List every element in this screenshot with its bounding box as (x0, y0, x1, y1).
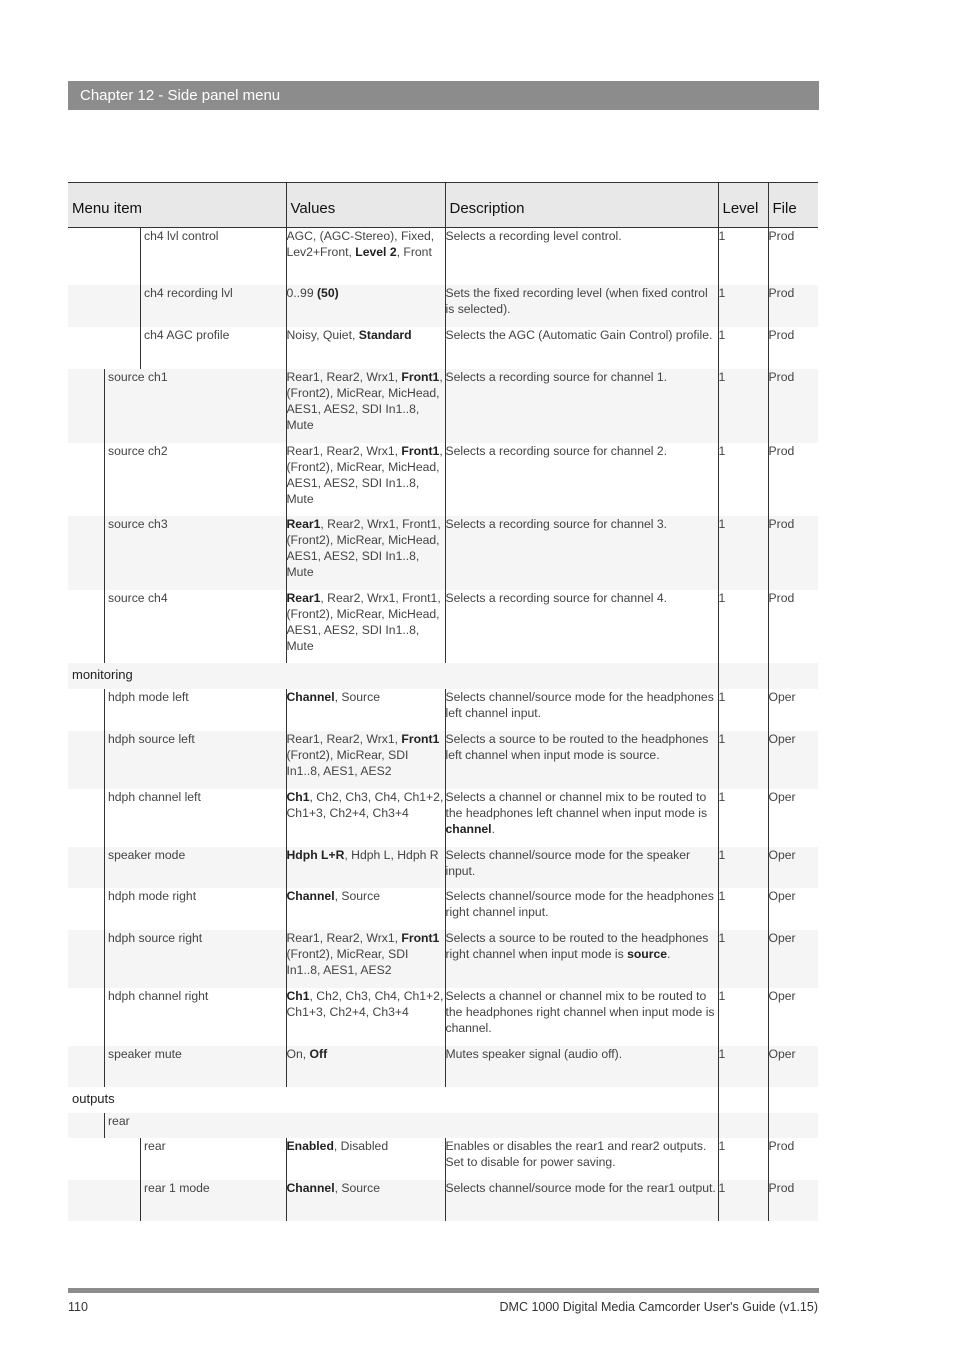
file-cell: Oper (768, 731, 818, 789)
column-header-file: File (768, 183, 818, 228)
table-row (68, 369, 818, 443)
level-cell: 1 (718, 228, 768, 285)
section-row (68, 663, 818, 689)
value-text: On, (286, 1046, 310, 1061)
values-cell (286, 888, 445, 930)
default-value: Front1 (401, 930, 440, 945)
table-body (68, 228, 818, 1221)
value-text: , Rear2, Wrx1, Front1, (Front2), MicRear, MicHead, AES1, AES2, SDI In1..8, Mute (286, 516, 441, 579)
value-text: Rear1, Rear2, Wrx1, (286, 443, 402, 458)
description-text: Selects a channel or channel mix to be routed to the headphones right channel when input mode is channel. (445, 988, 715, 1035)
description-text: Sets the fixed recording level (when fixed control is selected). (445, 285, 708, 316)
description-cell (445, 443, 718, 516)
description-cell (445, 731, 718, 789)
chapter-header (68, 81, 819, 110)
description-text: Selects channel/source mode for the rear1 output. (445, 1180, 716, 1195)
table-row (68, 1138, 818, 1180)
table-row (68, 516, 818, 590)
value-text: , (Front2), MicRear, MicHead, AES1, AES2, SDI In1..8, Mute (286, 443, 443, 506)
description-cell (445, 369, 718, 443)
level-cell: 1 (718, 988, 768, 1046)
values-cell (286, 327, 445, 369)
default-value: Ch1 (286, 988, 310, 1003)
description-text: source (627, 946, 668, 961)
description-text: Selects a source to be routed to the headphones left channel when input mode is source. (445, 731, 709, 762)
value-text: , Ch2, Ch3, Ch4, Ch1+2, Ch1+3, Ch2+4, Ch3+4 (286, 789, 444, 820)
value-text: , Ch2, Ch3, Ch4, Ch1+2, Ch1+3, Ch2+4, Ch3+4 (286, 988, 444, 1019)
subsection-label: rear (108, 1113, 130, 1128)
table-header-row (68, 183, 818, 228)
values-cell (286, 590, 445, 663)
default-value: Front1 (401, 443, 440, 458)
description-text: Selects a source to be routed to the headphones right channel when input mode is (445, 930, 709, 961)
menu-item-label: speaker mute (108, 1046, 182, 1061)
description-text: . (491, 821, 495, 836)
description-cell (445, 1180, 718, 1221)
file-cell: Oper (768, 988, 818, 1046)
chapter-title: Chapter 12 - Side panel menu (80, 87, 281, 104)
values-cell (286, 731, 445, 789)
page-number: 110 (68, 1300, 88, 1314)
level-cell: 1 (718, 888, 768, 930)
description-cell (445, 988, 718, 1046)
table-row (68, 988, 818, 1046)
value-text: AGC, (AGC-Stereo), Fixed, Lev2+Front, (286, 229, 435, 259)
description-cell (445, 888, 718, 930)
description-text: Selects a recording source for channel 1. (445, 369, 668, 384)
menu-item-label: source ch1 (108, 369, 168, 384)
description-cell (445, 228, 718, 285)
level-cell: 1 (718, 516, 768, 590)
values-cell (286, 789, 445, 847)
description-cell (445, 789, 718, 847)
default-value: Hdph L+R (286, 847, 345, 862)
level-cell: 1 (718, 930, 768, 988)
value-text: Rear1, Rear2, Wrx1, (286, 369, 402, 384)
menu-item-label: hdph source left (108, 731, 195, 746)
file-cell: Oper (768, 847, 818, 888)
description-text: Enables or disables the rear1 and rear2 outputs. Set to disable for power saving. (445, 1138, 707, 1169)
file-cell: Oper (768, 930, 818, 988)
values-cell (286, 1138, 445, 1180)
value-text: , Hdph L, Hdph R (344, 847, 439, 862)
file-cell: Prod (768, 590, 818, 663)
default-value: Off (309, 1046, 328, 1061)
description-cell (445, 590, 718, 663)
level-cell: 1 (718, 590, 768, 663)
file-cell: Prod (768, 443, 818, 516)
table-row (68, 888, 818, 930)
section-label: outputs (72, 1090, 115, 1106)
table-row (68, 1046, 818, 1087)
description-cell (445, 327, 718, 369)
default-value: Channel (286, 1180, 335, 1195)
values-cell (286, 1046, 445, 1087)
values-cell (286, 1180, 445, 1221)
file-cell: Prod (768, 1138, 818, 1180)
table-row (68, 1180, 818, 1221)
values-cell (286, 369, 445, 443)
footer-rule (68, 1288, 819, 1293)
section-label: monitoring (72, 666, 133, 682)
column-header-menu-item: Menu item (68, 183, 286, 228)
default-value: Standard (358, 327, 412, 342)
value-text: (Front2), MicRear, SDI In1..8, AES1, AES2 (286, 946, 409, 977)
level-cell: 1 (718, 789, 768, 847)
table-row (68, 689, 818, 731)
description-cell (445, 516, 718, 590)
value-text: Noisy, Quiet, (286, 327, 359, 342)
default-value: Rear1 (286, 590, 321, 605)
level-cell: 1 (718, 443, 768, 516)
default-value: Front1 (401, 731, 440, 746)
level-cell: 1 (718, 1046, 768, 1087)
menu-item-label: rear 1 mode (144, 1180, 210, 1195)
table-row (68, 590, 818, 663)
column-header-description: Description (445, 183, 718, 228)
menu-table (68, 182, 818, 1221)
value-text: , Disabled (333, 1138, 389, 1153)
table-row (68, 930, 818, 988)
file-cell: Prod (768, 369, 818, 443)
value-text: , Source (334, 1180, 380, 1195)
file-cell: Oper (768, 689, 818, 731)
file-cell: Prod (768, 228, 818, 285)
level-cell: 1 (718, 327, 768, 369)
value-text: , Source (334, 689, 380, 704)
values-cell (286, 930, 445, 988)
description-cell (445, 689, 718, 731)
description-cell (445, 1138, 718, 1180)
column-header-values: Values (286, 183, 445, 228)
default-value: Channel (286, 888, 335, 903)
description-cell (445, 1046, 718, 1087)
guide-title: DMC 1000 Digital Media Camcorder User's Guide (v1.15) (499, 1300, 818, 1314)
menu-item-label: hdph channel right (108, 988, 209, 1003)
level-cell: 1 (718, 369, 768, 443)
table-row (68, 327, 818, 369)
menu-item-label: source ch3 (108, 516, 168, 531)
subsection-row (68, 1113, 818, 1138)
file-cell: Prod (768, 285, 818, 327)
default-value: (50) (317, 285, 339, 300)
default-value: Enabled (286, 1138, 334, 1153)
value-text: , (Front2), MicRear, MicHead, AES1, AES2, SDI In1..8, Mute (286, 369, 443, 432)
level-cell: 1 (718, 1138, 768, 1180)
values-cell (286, 443, 445, 516)
values-cell (286, 847, 445, 888)
table-row (68, 443, 818, 516)
menu-item-label: rear (144, 1138, 166, 1153)
table-row (68, 285, 818, 327)
value-text: 0..99 (286, 285, 317, 300)
description-text: Selects a recording level control. (445, 229, 622, 243)
values-cell (286, 988, 445, 1046)
default-value: Channel (286, 689, 335, 704)
description-text: Mutes speaker signal (audio off). (445, 1046, 623, 1061)
values-cell (286, 228, 445, 285)
table-row (68, 228, 818, 285)
description-cell (445, 285, 718, 327)
description-text: Selects channel/source mode for the headphones left channel input. (445, 689, 714, 720)
file-cell: Oper (768, 888, 818, 930)
description-text: Selects the AGC (Automatic Gain Control) profile. (445, 327, 713, 342)
level-cell: 1 (718, 847, 768, 888)
level-cell: 1 (718, 285, 768, 327)
menu-item-label: hdph channel left (108, 789, 201, 804)
menu-item-label: ch4 lvl control (144, 229, 219, 243)
menu-item-label: speaker mode (108, 847, 186, 862)
description-text: Selects channel/source mode for the speaker input. (445, 847, 691, 878)
values-cell (286, 516, 445, 590)
description-text: Selects a recording source for channel 2. (445, 443, 668, 458)
description-text: Selects a recording source for channel 3. (445, 516, 668, 531)
table-row (68, 731, 818, 789)
description-cell (445, 930, 718, 988)
description-text: Selects channel/source mode for the headphones right channel input. (445, 888, 714, 919)
value-text: Rear1, Rear2, Wrx1, (286, 930, 402, 945)
default-value: Front1 (401, 369, 440, 384)
value-text: , Source (334, 888, 380, 903)
value-text: (Front2), MicRear, SDI In1..8, AES1, AES2 (286, 747, 409, 778)
menu-item-label: ch4 AGC profile (144, 327, 230, 342)
description-cell (445, 847, 718, 888)
value-text: Rear1, Rear2, Wrx1, (286, 731, 402, 746)
level-cell: 1 (718, 1180, 768, 1221)
file-cell: Prod (768, 516, 818, 590)
menu-item-label: hdph mode right (108, 888, 197, 903)
column-header-level: Level (718, 183, 768, 228)
file-cell: Oper (768, 1046, 818, 1087)
values-cell (286, 285, 445, 327)
file-cell: Prod (768, 327, 818, 369)
description-text: Selects a channel or channel mix to be routed to the headphones left channel when input mode is (445, 789, 708, 820)
description-text: . (667, 946, 671, 961)
menu-item-label: hdph mode left (108, 689, 189, 704)
table-row (68, 847, 818, 888)
default-value: Rear1 (286, 516, 321, 531)
file-cell: Prod (768, 1180, 818, 1221)
default-value: Ch1 (286, 789, 310, 804)
level-cell: 1 (718, 689, 768, 731)
table-row (68, 789, 818, 847)
menu-item-label: hdph source right (108, 930, 203, 945)
file-cell: Oper (768, 789, 818, 847)
values-cell (286, 689, 445, 731)
section-row (68, 1087, 818, 1113)
menu-item-label: source ch2 (108, 443, 168, 458)
level-cell: 1 (718, 731, 768, 789)
menu-item-label: source ch4 (108, 590, 168, 605)
value-text: , Rear2, Wrx1, Front1, (Front2), MicRear, MicHead, AES1, AES2, SDI In1..8, Mute (286, 590, 441, 653)
description-text: channel (445, 821, 492, 836)
default-value: Level 2 (355, 245, 397, 259)
menu-item-label: ch4 recording lvl (144, 285, 233, 300)
value-text: , Front (396, 245, 432, 259)
description-text: Selects a recording source for channel 4. (445, 590, 668, 605)
